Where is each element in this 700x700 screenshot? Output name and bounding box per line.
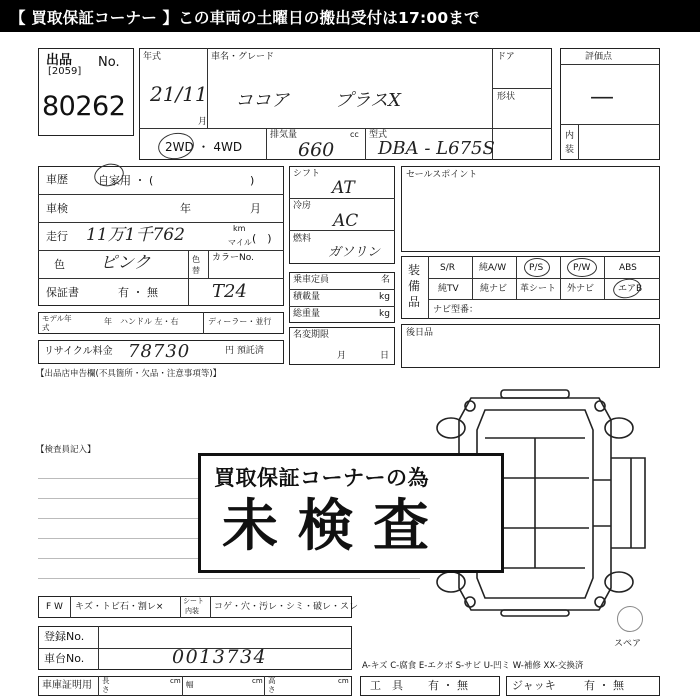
legend-text: A-キズ C-腐食 E-エクボ S-サビ U-凹ミ W-補修 XX-交換済 [362,661,584,671]
handle-label: ハンドル 左・右 [120,317,179,326]
registration-label: 登録No. [44,630,85,643]
retrofit-box [401,324,660,368]
sales-point-label: セールスポイント [406,170,478,180]
cert-height-bottom: さ [268,685,276,694]
lot-code: [2059] [48,66,82,77]
cert-width-top: 幅 [186,680,194,689]
displacement-unit: cc [350,130,359,139]
year-month-unit: 月 [198,117,208,127]
cert-width-unit: cm [252,677,263,685]
equip-navi: 純ナビ [480,284,508,294]
lot-number: 80262 [42,91,126,122]
retrofit-label: 後日品 [406,328,434,338]
name-change-label: 名変期限 [293,330,330,340]
spare-label: スペア [614,639,642,649]
car-name-label: 車名・グレード [211,52,275,62]
capacity-label: 乗車定員 [293,275,330,285]
inspection-month: 月 [250,202,261,215]
lot-no-label: No. [98,55,120,70]
seat-bottom: 内装 [185,607,199,615]
color-label: 色 [54,258,65,271]
aircon-value: AC [333,211,359,231]
jack-label: ジャッキ [512,679,556,692]
banner-text: 【 買取保証コーナー 】この車両の土曜日の搬出受付は17:00まで [10,9,480,27]
navi-type-label: ナビ型番： [433,305,479,315]
cert-len-top: 長 [102,676,110,685]
warranty-value: 有 ・ 無 [118,286,158,299]
circle-ps [524,258,550,277]
displacement-label: 排気量 [270,130,298,140]
dealer-label: ディーラー・並行 [208,317,272,326]
lot-shutsu-label: 出品 [46,53,73,68]
cert-len-unit: cm [170,677,181,685]
inspection-label: 車検 [46,202,68,215]
chassis-value: 0013734 [172,646,268,668]
gross-unit: kg [379,309,390,319]
fw-label: F W [46,602,63,612]
capacity-unit: 名 [381,275,391,285]
shift-value: AT [332,178,355,198]
drive-label: 2WD ・ 4WD [165,140,243,154]
inspector-label: 【検査員記入】 [36,445,96,455]
equip-sr: S/R [440,263,455,273]
equip-ps: P/S [529,263,544,273]
equip-airbag: エアB [618,284,643,294]
seat-top: シート [183,597,204,605]
cert-height-unit: cm [338,677,349,685]
aircon-label: 冷房 [293,201,312,211]
displacement-value: 660 [298,139,335,161]
equip-aw: 純A/W [479,263,507,273]
declaration-label: 【出品店申告欄(不具箇所・欠品・注意事項等)】 [36,369,222,379]
recycle-label: リサイクル料金 [44,346,113,357]
model-label: 型式 [369,130,388,140]
equip-ext-navi: 外ナビ [567,284,595,294]
color-value: ピンク [100,253,151,273]
stamp-line1: 買取保証コーナーの為 [214,466,429,490]
spare-circle [617,606,643,632]
cert-height-top: 高 [268,676,276,685]
rating-value: — [590,82,614,110]
shape-label: 形状 [497,92,516,102]
circle-pw [567,258,597,277]
equip-pw: P/W [573,263,591,273]
jack-value: 有 ・ 無 [584,679,624,692]
interior-label: 内装 [565,131,575,155]
history-options: 自家用 ・ ( [98,174,154,187]
recycle-unit: 円 預託済 [225,346,264,356]
seat-items: コゲ・穴・汚レ・シミ・破レ・スレ [214,602,359,612]
color-no-value: T24 [212,281,247,302]
load-label: 積載量 [293,292,321,302]
equip-leather: 革シート [520,284,557,294]
history-close: ) [250,174,255,187]
tools-label: 工 具 [370,679,403,692]
model-value: DBA - L675S [378,138,495,159]
rating-label: 評価点 [585,52,613,62]
mileage-paren: ( ) [252,232,272,245]
stamp-line2: 未 検 査 [222,493,429,559]
history-label: 車歴 [46,173,68,186]
name-change-month: 月 [337,351,347,361]
mileage-unit-mile: マイル [228,238,252,247]
mileage-label: 走行 [46,230,68,243]
color-no-label: カラーNo. [212,253,254,263]
cert-len-bottom: さ [102,685,110,694]
shift-label: シフト [293,169,321,179]
chassis-label: 車台No. [44,652,85,665]
fw-items: キズ・トビ石・割レ× [75,602,164,612]
car-name-value: ココア プラスX [235,90,401,111]
repaint-label: 色替 [192,255,200,275]
fuel-label: 燃料 [293,234,312,244]
model-year-label: モデル年式 [42,314,72,332]
equip-abs: ABS [619,263,637,273]
inspection-year: 年 [180,202,191,215]
load-unit: kg [379,292,390,302]
name-change-day: 日 [380,351,390,361]
mileage-value: 11万1千762 [86,225,185,245]
equipment-label: 装備品 [408,263,421,309]
tools-value: 有 ・ 無 [428,679,468,692]
year-label: 年式 [143,52,162,62]
fuel-value: ガソリン [328,245,381,260]
gross-label: 総重量 [293,309,321,319]
door-label: ドア [497,52,515,62]
equip-tv: 純TV [438,284,459,294]
year-value: 21/11 [150,82,208,106]
warranty-label: 保証書 [46,286,79,299]
recycle-value: 78730 [128,341,191,362]
model-year-year: 年 [104,317,112,326]
certificate-label: 車庫証明用 [42,680,92,691]
mileage-unit-km: km [233,224,246,233]
